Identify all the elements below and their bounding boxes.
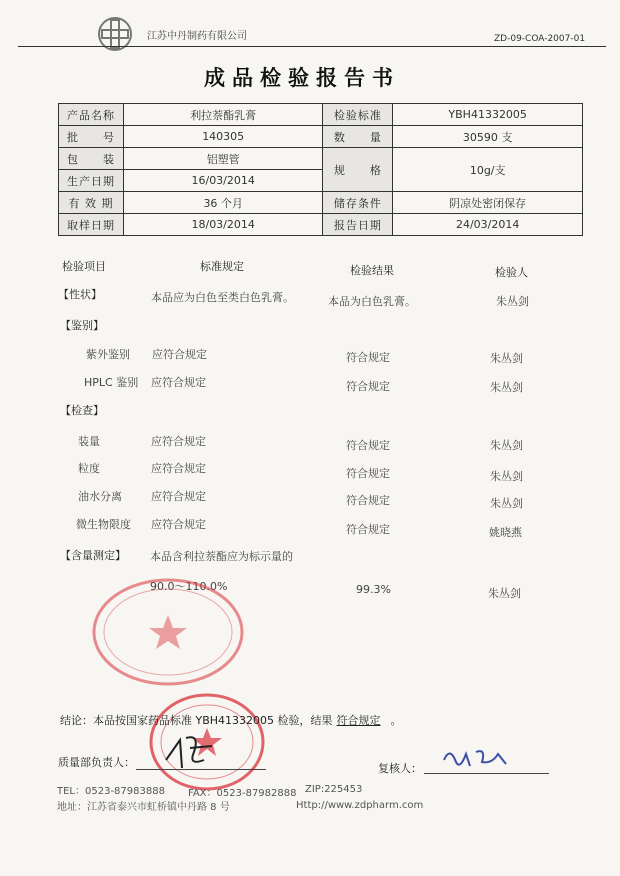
label-report-date: 报告日期 [323,214,393,236]
test-inspector-particle: 朱丛剑 [490,470,523,483]
test-item-fill: 装量 [78,435,100,448]
test-item-microbial: 微生物限度 [76,518,131,531]
test-result-separation: 符合规定 [346,494,390,507]
label-expiry: 有 效 期 [59,192,124,214]
assay-result: 99.3% [356,583,391,596]
test-inspector-microbial: 姚晓燕 [489,526,522,539]
value-packaging: 铝塑管 [123,148,323,170]
col-header-result: 检验结果 [350,264,394,277]
assay-inspector: 朱丛剑 [488,587,521,600]
test-inspector-separation: 朱丛剑 [490,497,523,510]
test-standard-microbial: 应符合规定 [151,518,206,531]
col-header-inspector: 检验人 [495,266,528,279]
value-product-name: 利拉萘酯乳膏 [123,104,323,126]
ident-item-hplc: HPLC 鉴别 [84,376,139,389]
label-packaging: 包 装 [59,148,124,170]
conclusion-text: 结论：本品按国家药品标准 YBH41332005 检验，结果 [60,714,333,727]
test-item-separation: 油水分离 [78,490,122,503]
reviewer-label: 复核人： [378,762,422,775]
section-identification-title: 【鉴别】 [60,319,104,332]
label-specification: 规 格 [323,148,393,192]
col-header-standard: 标准规定 [200,260,244,273]
report-title: 成品检验报告书 [204,66,400,90]
value-expiry: 36 个月 [123,192,323,214]
test-item-particle: 粒度 [78,462,100,475]
label-storage: 储存条件 [323,192,393,214]
ident-result-hplc: 符合规定 [346,380,390,393]
label-standard: 检验标准 [323,104,393,126]
ident-inspector-hplc: 朱丛剑 [490,381,523,394]
table-row [59,192,583,214]
product-info-table [58,103,583,236]
conclusion-verdict: 符合规定 [336,714,381,727]
ident-result-uv: 符合规定 [346,351,390,364]
test-standard-particle: 应符合规定 [151,462,206,475]
value-quantity: 30590 支 [393,126,583,148]
section-assay-title: 【含量测定】 [60,549,126,562]
value-sampling-date: 18/03/2014 [123,214,323,236]
ident-standard-hplc: 应符合规定 [151,376,206,389]
footer-zip: ZIP:225453 [305,784,363,795]
test-result-particle: 符合规定 [346,467,390,480]
label-sampling-date: 取样日期 [59,214,124,236]
value-report-date: 24/03/2014 [393,214,583,236]
value-storage: 阴凉处密闭保存 [393,192,583,214]
ident-inspector-uv: 朱丛剑 [490,352,523,365]
label-product-name: 产品名称 [59,104,124,126]
table-row [59,148,583,170]
footer-address: 地址：江苏省泰兴市虹桥镇中丹路 8 号 [57,802,230,813]
assay-standard: 本品含利拉萘酯应为标示量的 [150,550,293,563]
test-result-microbial: 符合规定 [346,523,390,536]
test-standard-separation: 应符合规定 [151,490,206,503]
appearance-standard: 本品应为白色至类白色乳膏。 [151,291,294,304]
label-production-date: 生产日期 [59,170,124,192]
company-name: 江苏中丹制药有限公司 [147,31,247,42]
document-number: ZD-09-COA-2007-01 [494,34,586,44]
table-row [59,104,583,126]
col-header-item: 检验项目 [62,260,106,273]
header-rule [18,46,606,47]
table-row [59,214,583,236]
value-standard: YBH41332005 [393,104,583,126]
value-batch-no: 140305 [123,126,323,148]
footer-fax: FAX：0523-87982888 [188,788,297,799]
ident-item-uv: 紫外鉴别 [86,348,130,361]
reviewer-signature-icon [440,740,520,775]
section-appearance-title: 【性状】 [58,288,102,301]
label-batch-no: 批 号 [59,126,124,148]
test-result-fill: 符合规定 [346,439,390,452]
assay-range: 90.0～110.0% [150,580,228,593]
test-inspector-fill: 朱丛剑 [490,439,523,452]
label-quantity: 数 量 [323,126,393,148]
appearance-inspector: 朱丛剑 [496,295,529,308]
company-logo-icon [96,14,134,54]
footer-website[interactable]: Http://www.zdpharm.com [296,800,424,811]
conclusion [60,712,402,728]
qa-manager-label: 质量部负责人： [58,756,135,769]
footer-tel: TEL：0523-87983888 [57,786,165,797]
section-tests-title: 【检查】 [60,404,104,417]
qa-signature-icon [160,730,220,775]
conclusion-suffix: 。 [390,714,402,727]
test-standard-fill: 应符合规定 [151,435,206,448]
appearance-result: 本品为白色乳膏。 [328,295,416,308]
ident-standard-uv: 应符合规定 [152,348,207,361]
company-stamp-icon [88,575,248,690]
value-specification: 10g/支 [393,148,583,192]
value-production-date: 16/03/2014 [123,170,323,192]
table-row [59,126,583,148]
